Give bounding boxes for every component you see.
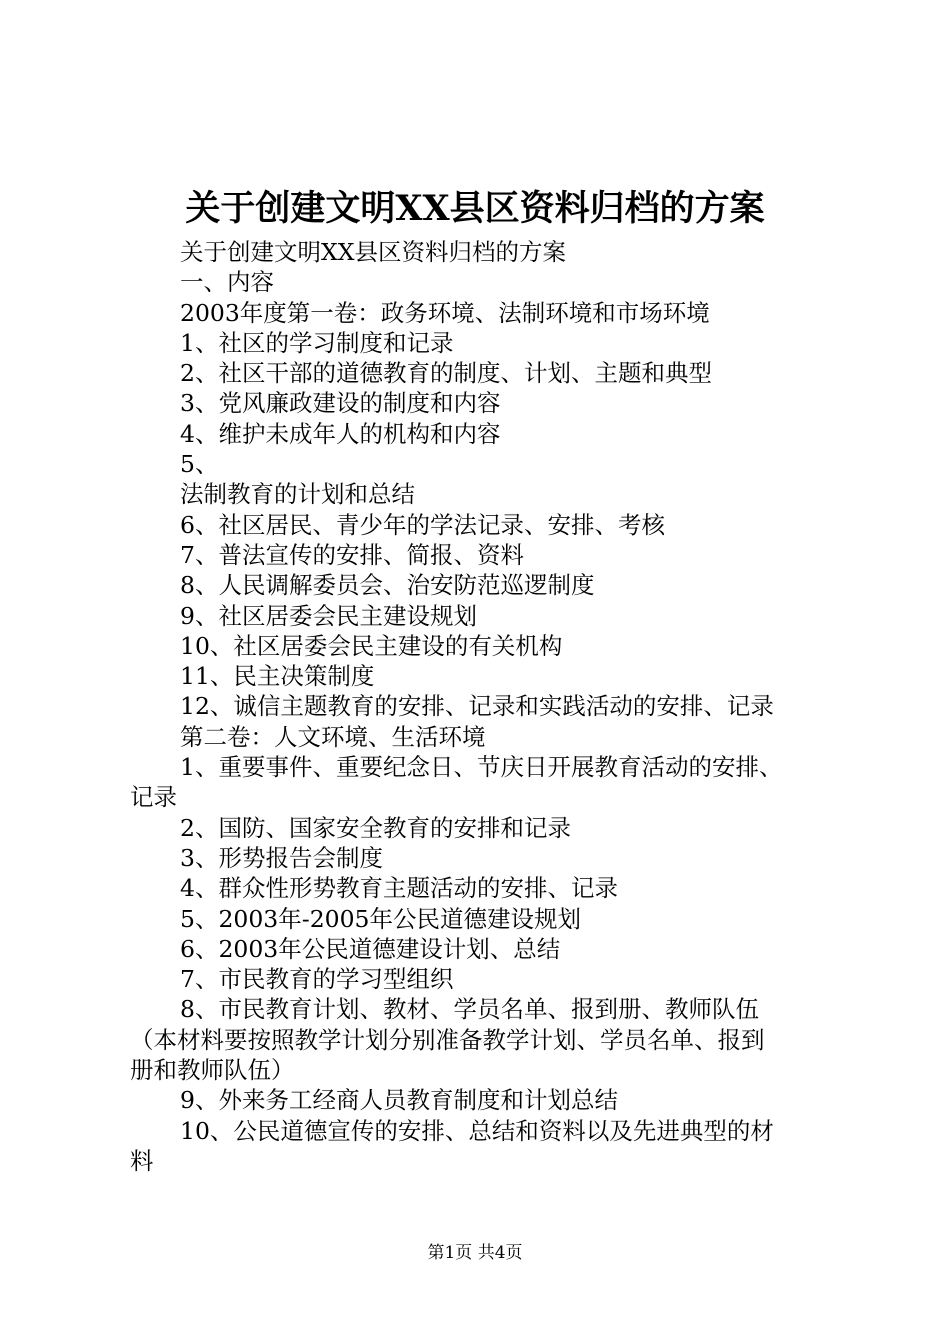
- body-line: 10、社区居委会民主建设的有关机构: [180, 631, 563, 660]
- body-line: 7、市民教育的学习型组织: [180, 965, 454, 994]
- body-line: 2、社区干部的道德教育的制度、计划、主题和典型: [180, 359, 712, 388]
- body-line: 6、2003年公民道德建设计划、总结: [180, 934, 561, 963]
- document-body: [130, 237, 830, 1176]
- document-title: 关于创建文明XX县区资料归档的方案: [185, 188, 765, 229]
- body-line: 12、诚信主题教育的安排、记录和实践活动的安排、记录: [180, 692, 774, 721]
- body-line: 关于创建文明XX县区资料归档的方案: [180, 238, 566, 266]
- body-line: 11、民主决策制度: [180, 662, 375, 691]
- body-line: 4、群众性形势教育主题活动的安排、记录: [180, 874, 618, 903]
- body-line: 9、外来务工经商人员教育制度和计划总结: [180, 1086, 618, 1115]
- body-line: 第二卷：人文环境、生活环境: [180, 722, 486, 751]
- body-line: 9、社区居委会民主建设规划: [180, 601, 477, 630]
- body-line: 4、维护未成年人的机构和内容: [180, 419, 501, 448]
- body-line: 一、内容: [180, 268, 274, 297]
- body-line: 10、公民道德宣传的安排、总结和资料以及先进典型的材: [180, 1116, 774, 1145]
- body-line: 册和教师队伍）: [130, 1056, 295, 1085]
- body-line: 1、重要事件、重要纪念日、节庆日开展教育活动的安排、: [180, 753, 783, 782]
- body-line: 2003年度第一卷：政务环境、法制环境和市场环境: [180, 298, 710, 327]
- body-line: 1、社区的学习制度和记录: [180, 328, 454, 357]
- body-line: （本材料要按照教学计划分别准备教学计划、学员名单、报到: [130, 1025, 765, 1054]
- body-line: 记录: [130, 783, 177, 812]
- body-line: 8、人民调解委员会、治安防范巡逻制度: [180, 571, 595, 600]
- body-line: 料: [130, 1146, 154, 1175]
- page-footer: 第1页 共4页: [427, 1243, 523, 1263]
- body-line: 5、: [180, 450, 219, 479]
- body-line: 2、国防、国家安全教育的安排和记录: [180, 813, 571, 842]
- body-line: 6、社区居民、青少年的学法记录、安排、考核: [180, 510, 665, 539]
- body-line: 法制教育的计划和总结: [180, 480, 415, 509]
- body-line: 8、市民教育计划、教材、学员名单、报到册、教师队伍: [180, 995, 759, 1024]
- body-line: 3、党风廉政建设的制度和内容: [180, 389, 501, 418]
- body-line: 7、普法宣传的安排、简报、资料: [180, 540, 524, 569]
- body-line: 3、形势报告会制度: [180, 843, 383, 872]
- body-line: 5、2003年-2005年公民道德建设规划: [180, 904, 582, 933]
